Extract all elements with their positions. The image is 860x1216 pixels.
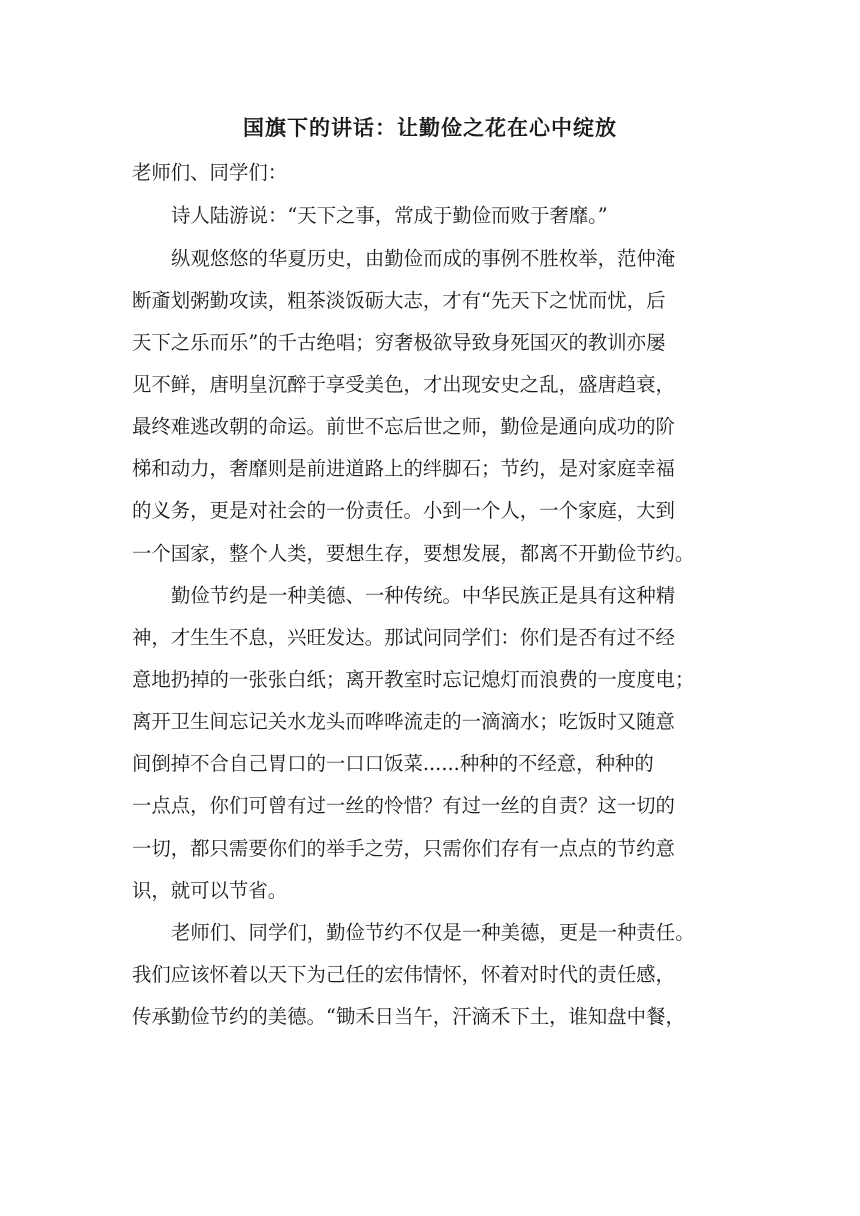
paragraph-line: 一切，都只需要你们的举手之劳，只需你们存有一点点的节约意 bbox=[132, 837, 675, 860]
paragraph-line: 间倒掉不合自己胃口的一口口饭菜......种种的不经意，种种的 bbox=[132, 752, 654, 775]
paragraph-line: 梯和动力，奢靡则是前进道路上的绊脚石；节约，是对家庭幸福 bbox=[132, 457, 675, 480]
paragraph-line: 最终难逃改朝的命运。前世不忘后世之师，勤俭是通向成功的阶 bbox=[132, 415, 675, 438]
paragraph-line: 神，才生生不息，兴旺发达。那试问同学们：你们是否有过不经 bbox=[132, 626, 675, 649]
paragraph-line: 意地扔掉的一张张白纸；离开教室时忘记熄灯而浪费的一度度电； bbox=[132, 668, 695, 691]
paragraph-line: 见不鲜，唐明皇沉醉于享受美色，才出现安史之乱，盛唐趋衰， bbox=[132, 373, 675, 396]
paragraph-line: 离开卫生间忘记关水龙头而哗哗流走的一滴滴水；吃饭时又随意 bbox=[132, 710, 675, 733]
paragraph-line: 传承勤俭节约的美德。“锄禾日当午，汗滴禾下土，谁知盘中餐， bbox=[132, 1005, 685, 1028]
document-title: 国旗下的讲话：让勤俭之花在心中绽放 bbox=[243, 115, 617, 140]
paragraph-line: 纵观悠悠的华夏历史，由勤俭而成的事例不胜枚举，范仲淹 bbox=[171, 247, 676, 270]
paragraph-line: 天下之乐而乐”的千古绝唱；穷奢极欲导致身死国灭的教训亦屡 bbox=[132, 331, 666, 354]
paragraph-line: 一个国家，整个人类，要想生存，要想发展，都离不开勤俭节约。 bbox=[132, 542, 695, 565]
paragraph-line: 的义务，更是对社会的一份责任。小到一个人，一个家庭，大到 bbox=[132, 499, 675, 522]
paragraph-line: 老师们、同学们，勤俭节约不仅是一种美德，更是一种责任。 bbox=[171, 921, 695, 944]
paragraph-line: 一点点，你们可曾有过一丝的怜惜？有过一丝的自责？这一切的 bbox=[132, 794, 675, 817]
paragraph-line: 断齑划粥勤攻读，粗茶淡饭砺大志，才有“先天下之忧而忧，后 bbox=[132, 289, 666, 312]
paragraph-line: 诗人陆游说：“天下之事，常成于勤俭而败于奢靡。” bbox=[171, 204, 608, 227]
salutation: 老师们、同学们： bbox=[132, 161, 288, 184]
paragraph-line: 我们应该怀着以天下为己任的宏伟情怀，怀着对时代的责任感， bbox=[132, 963, 675, 986]
paragraph-line: 识，就可以节省。 bbox=[132, 879, 288, 902]
paragraph-line: 勤俭节约是一种美德、一种传统。中华民族正是具有这种精 bbox=[171, 584, 676, 607]
